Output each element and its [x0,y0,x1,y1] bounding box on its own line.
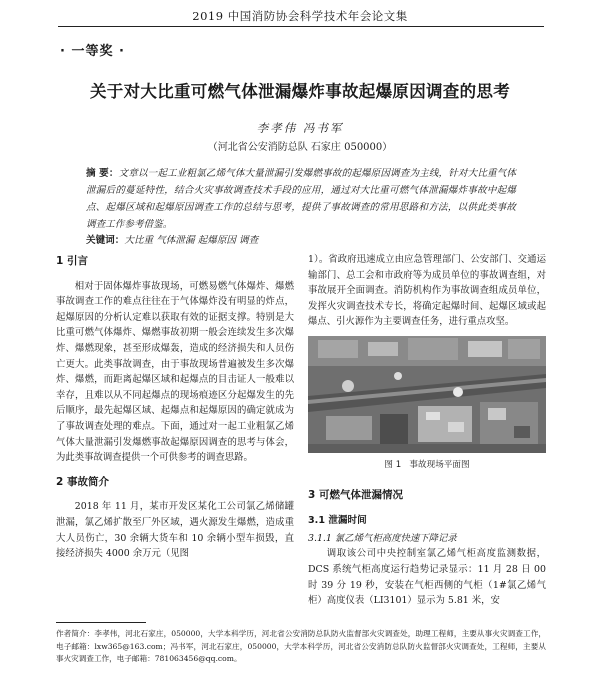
section-3-heading: 3 可燃气体泄漏情况 [308,488,403,501]
section-2-paragraph: 2018 年 11 月，某市开发区某化工公司氯乙烯储罐泄漏，氯乙烯扩散至厂外区域，遇火源发生爆燃，造成重大人员伤亡，30 余辆大货车和 10 余辆小型车损毁，直接经济损失 4000 余万元（见图 [56,501,294,560]
keywords-text: 大比重 气体泄漏 起爆原因 调查 [124,235,259,246]
section-2-heading: 2 事故简介 [56,475,109,488]
author-footnote: 作者简介：李孝伟，河北石家庄，050000，大学本科学历，河北省公安消防总队防火监督部火灾调查处，助理工程师，主要从事火灾调查工作，电子邮箱：lxw365@163.com；冯书军，河北石家庄，050000，大学本科学历，河北省公安消防总队防火监督部火灾调查处，工程师，主要从事火灾调查工作，电子邮箱：781063456@qq.com。 [56,629,546,663]
header-rule [58,26,544,27]
abstract-label: 摘 要： [86,168,119,179]
figure-1-number: 图 1 [384,459,402,470]
section-1-heading: 1 引言 [56,255,88,267]
right-continuation-paragraph: 1）。省政府迅速成立由应急管理部门、公安部门、交通运输部门、总工会和市政府等为成员单位的事故调查组，对事故展开全面调查。消防机构作为事故调查组成员单位，发挥火灾调查技术专长，将确定起爆时间、起爆区域或起爆点、引火源作为主要调查任务，进行重点攻坚。 [308,254,546,328]
right-column [308,252,546,609]
left-column [56,252,294,562]
section-3-1-1-heading: 3.1.1 氯乙烯气柜高度快速下降记录 [308,532,457,544]
section-1-paragraph: 相对于固体爆炸事故现场，可燃易燃气体爆炸、爆燃事故调查工作的难点往往在于气体爆炸没有明显的炸点，起爆原因的分析认定难以获取有效的证据支撑。特别是大比重可燃气体爆炸、爆燃事故初期一般会连续发生多次爆炸、爆燃现象，甚至形成爆轰，造成的经济损失和人员伤亡更大。此类事故调查，由于事故现场普遍被发生多次爆炸、爆燃，而距离起爆区域和起爆点的目击证人一般难以幸存，且难以从不同起爆点的现场痕迹区分起爆发生的先后顺序，最先起爆区域、起爆点和起爆原因的确定就成为了事故调查处理的难点。下面，通过对一起工业粗氯乙烯气体大量泄漏引发爆燃事故起爆原因调查的思考与体会，为此类事故调查提供一个可供参考的调查思路。 [56,280,294,464]
running-header: 2019 中国消防协会科学技术年会论文集 [192,9,408,23]
abstract [86,165,516,233]
affiliation: （河北省公安消防总队 石家庄 050000） [207,142,393,153]
figure-1-caption [308,458,546,474]
figure-1-caption-text: 事故现场平面图 [409,459,470,470]
paper-title: 关于对大比重可燃气体泄漏爆炸事故起爆原因调查的思考 [90,82,510,101]
abstract-text: 文章以一起工业粗氯乙烯气体大量泄漏引发爆燃事故的起爆原因调查为主线，针对大比重气体泄漏后的蔓延特性，结合火灾事故调查技术手段的应用，通过对大比重可燃气体泄漏爆炸事故中起爆点、起爆区域和起爆原因调查工作的总结与思考，提供了事故调查的常用思路和方法，以供此类事故调查工作参考借鉴。 [86,168,517,230]
keywords-label: 关键词： [86,235,125,246]
award-label: · 一等奖 · [60,44,125,59]
section-3-1-heading: 3.1 泄漏时间 [308,515,367,527]
figure-1-photo [308,336,546,453]
footnote-rule [56,622,146,623]
authors: 李孝伟 冯书军 [256,121,344,135]
aerial-photo-image [308,336,546,453]
section-3-1-1-paragraph: 调取该公司中央控制室氯乙烯气柜高度监测数据，DCS 系统气柜高度运行趋势记录显示：11 月 28 日 00 时 39 分 19 秒，安装在气柜西侧的气柜（1#氯乙烯气柜）高度仪表（LI3101）显示为 5.81 米，安 [308,548,546,607]
keywords [86,232,516,246]
